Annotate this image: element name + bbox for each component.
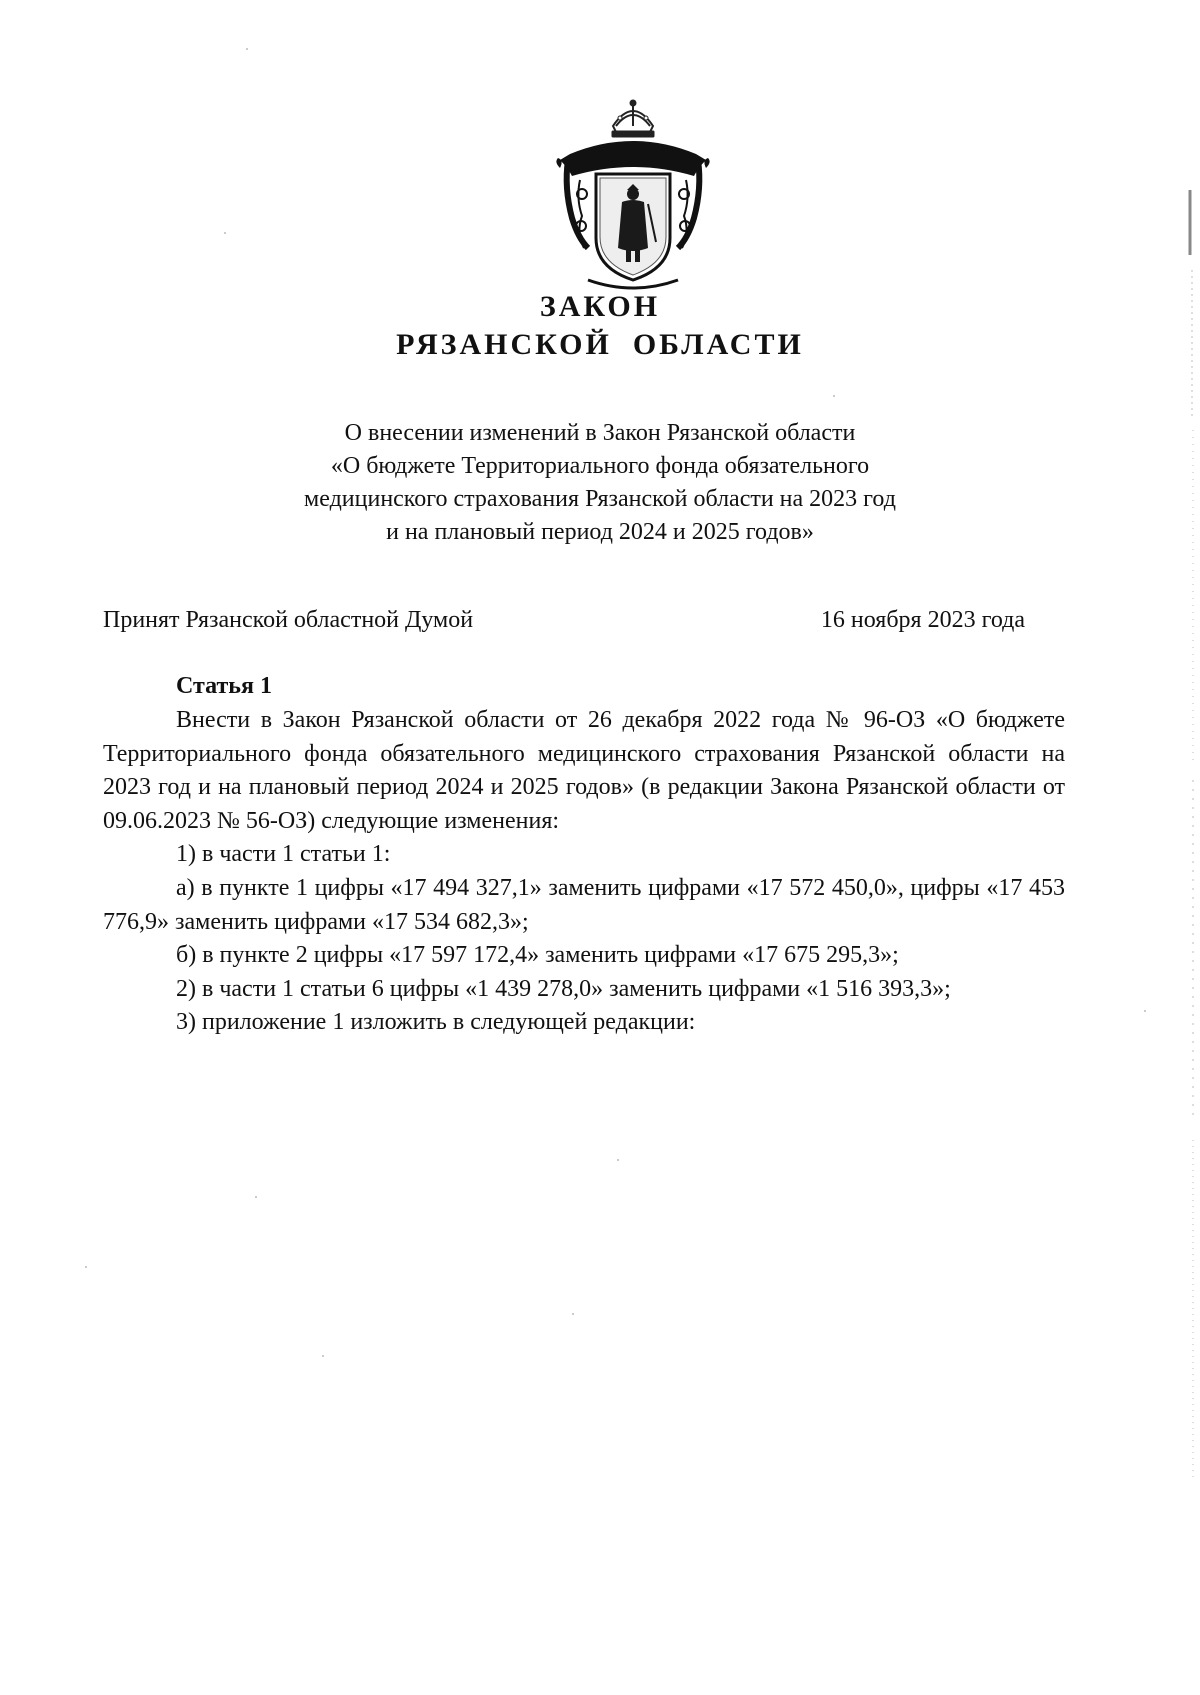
subject-line-4: и на плановый период 2024 и 2025 годов» — [386, 519, 814, 545]
law-subject — [200, 417, 1000, 549]
scan-speck — [572, 1313, 574, 1315]
law-title: ЗАКОН — [539, 290, 661, 323]
scan-speck — [1144, 1010, 1146, 1012]
subject-line-1: О внесении изменений в Закон Рязанской области — [344, 420, 856, 446]
ryazan-oblast-coat-of-arms-icon — [548, 98, 718, 296]
region-title: РЯЗАНСКОЙ ОБЛАСТИ — [396, 328, 804, 361]
scan-speck — [224, 232, 226, 234]
article-heading: Статья 1 — [176, 673, 272, 699]
scan-speck — [833, 395, 835, 397]
subject-line-2: «О бюджете Территориального фонда обязательного — [330, 453, 870, 479]
paragraph-item-1a: а) в пункте 1 цифры «17 494 327,1» заменить цифрами «17 572 450,0», цифры «17 453 776,9» заменить цифрами «17 534 682,3»; — [103, 874, 1065, 935]
scan-speck — [85, 1266, 87, 1268]
scan-edge-artifact — [1184, 0, 1200, 1695]
paragraph-item-2: 2) в части 1 статьи 6 цифры «1 439 278,0» заменить цифрами «1 516 393,3»; — [176, 975, 951, 1002]
scan-speck — [322, 1355, 324, 1357]
paragraph-item-3: 3) приложение 1 изложить в следующей редакции: — [176, 1009, 696, 1036]
paragraph-item-1b: б) в пункте 2 цифры «17 597 172,4» заменить цифрами «17 675 295,3»; — [176, 942, 899, 969]
adopted-by: Принят Рязанской областной Думой — [103, 607, 474, 633]
subject-line-3: медицинского страхования Рязанской области на 2023 год — [304, 486, 896, 512]
scan-speck — [617, 1159, 619, 1161]
adoption-line — [103, 607, 1025, 641]
paragraph-intro: Внести в Закон Рязанской области от 26 декабря 2022 года № 96-ОЗ «О бюджете Территориального фонда обязательного медицинского страхования Рязанской области на 2023 год и на плановый период 2024 и 2025 годов» (в редакции Закона Рязанской области от 09.06.2023 № 56-ОЗ) следующие изменения: — [103, 707, 1065, 834]
scan-speck — [246, 48, 248, 50]
article-body — [103, 704, 1065, 1040]
adoption-date: 16 ноября 2023 года — [820, 607, 1025, 633]
scan-speck — [255, 1196, 257, 1198]
paragraph-item-1: 1) в части 1 статьи 1: — [176, 841, 391, 868]
